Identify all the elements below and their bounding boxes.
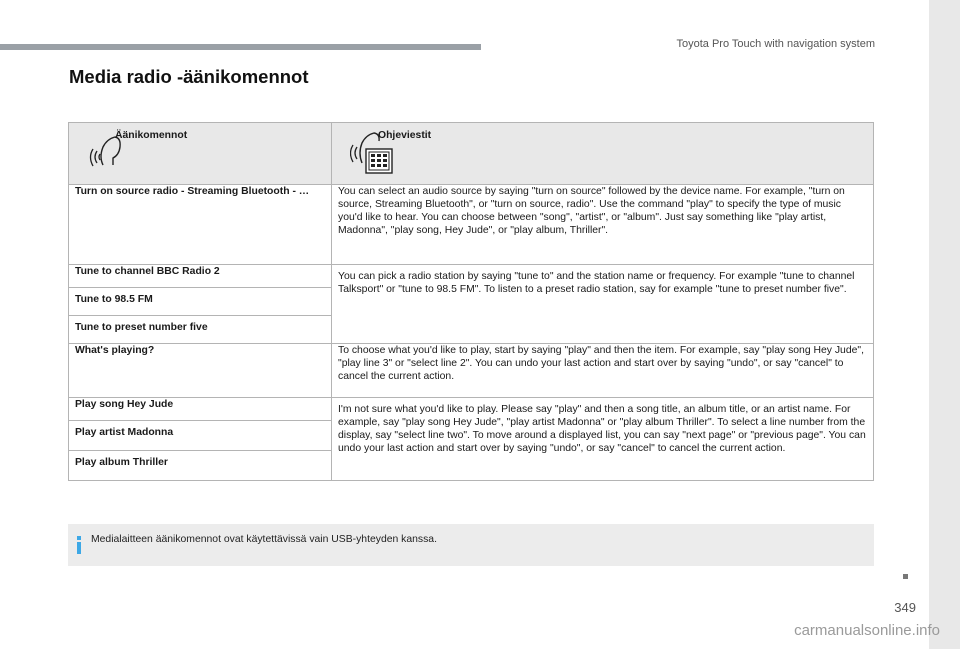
page-number: 349 <box>894 600 916 615</box>
info-note <box>68 524 874 566</box>
header-messages-label: Ohjeviestit <box>378 130 432 141</box>
info-icon <box>77 536 81 554</box>
header-rule <box>0 44 481 50</box>
command-cell: Tune to preset number five <box>69 316 332 344</box>
header-commands-label: Äänikomennot <box>115 130 188 141</box>
table-row <box>69 398 874 421</box>
running-head: Toyota Pro Touch with navigation system <box>676 38 875 50</box>
message-cell: I'm not sure what you'd like to play. Please say "play" and then a song title, an album title, or an artist name. For example, say "play song Hey Jude", "play artist Madonna" or "play album Thriller". To select a line number from the display, say "select line two". To move around a displayed list, you can say "next page" or "previous page". You can undo your last action and start over by saying "undo", or say "cancel" to cancel the current action. <box>332 398 874 481</box>
watermark: carmanualsonline.info <box>794 622 940 639</box>
command-cell: Tune to 98.5 FM <box>69 288 332 316</box>
message-cell: You can select an audio source by saying "turn on source" followed by the device name. For example, "turn on source, Streaming Bluetooth", or "turn on source, radio". Use the command "play" to specify the type of music you'd like to hear. You can choose between "song", "artist", or "album". Just say something like "play artist, Madonna", "play song, Hey Jude", or "play album, Thriller". <box>332 185 874 265</box>
command-cell: What's playing? <box>69 344 332 398</box>
command-cell: Play song Hey Jude <box>69 398 332 421</box>
message-cell: You can pick a radio station by saying "tune to" and the station name or frequency. For example "tune to channel Talksport" or "tune to 98.5 FM". To listen to a preset radio station, say for example "tune to preset number five". <box>332 265 874 344</box>
message-cell: To choose what you'd like to play, start by saying "play" and then the item. For example, say "play song Hey Jude", "play line 3" or "select line 2". You can undo your last action and start over by saying "undo", or say "cancel" to cancel the current action. <box>332 344 874 398</box>
table-row <box>69 265 874 288</box>
table-row <box>69 344 874 398</box>
info-note-text: Medialaitteen äänikomennot ovat käytettävissä vain USB-yhteyden kanssa. <box>91 534 437 545</box>
page-edge-strip <box>929 0 960 649</box>
header-cell-commands <box>69 123 332 185</box>
page-marker-dot <box>903 574 908 579</box>
command-cell: Turn on source radio - Streaming Bluetooth - … <box>69 185 332 265</box>
voice-command-table <box>68 122 874 481</box>
command-cell: Play album Thriller <box>69 451 332 481</box>
command-cell: Play artist Madonna <box>69 421 332 451</box>
command-cell: Tune to channel BBC Radio 2 <box>69 265 332 288</box>
page-title: Media radio -äänikomennot <box>69 66 309 87</box>
table-header-row <box>69 123 874 185</box>
table-row <box>69 185 874 265</box>
header-cell-messages <box>332 123 874 185</box>
